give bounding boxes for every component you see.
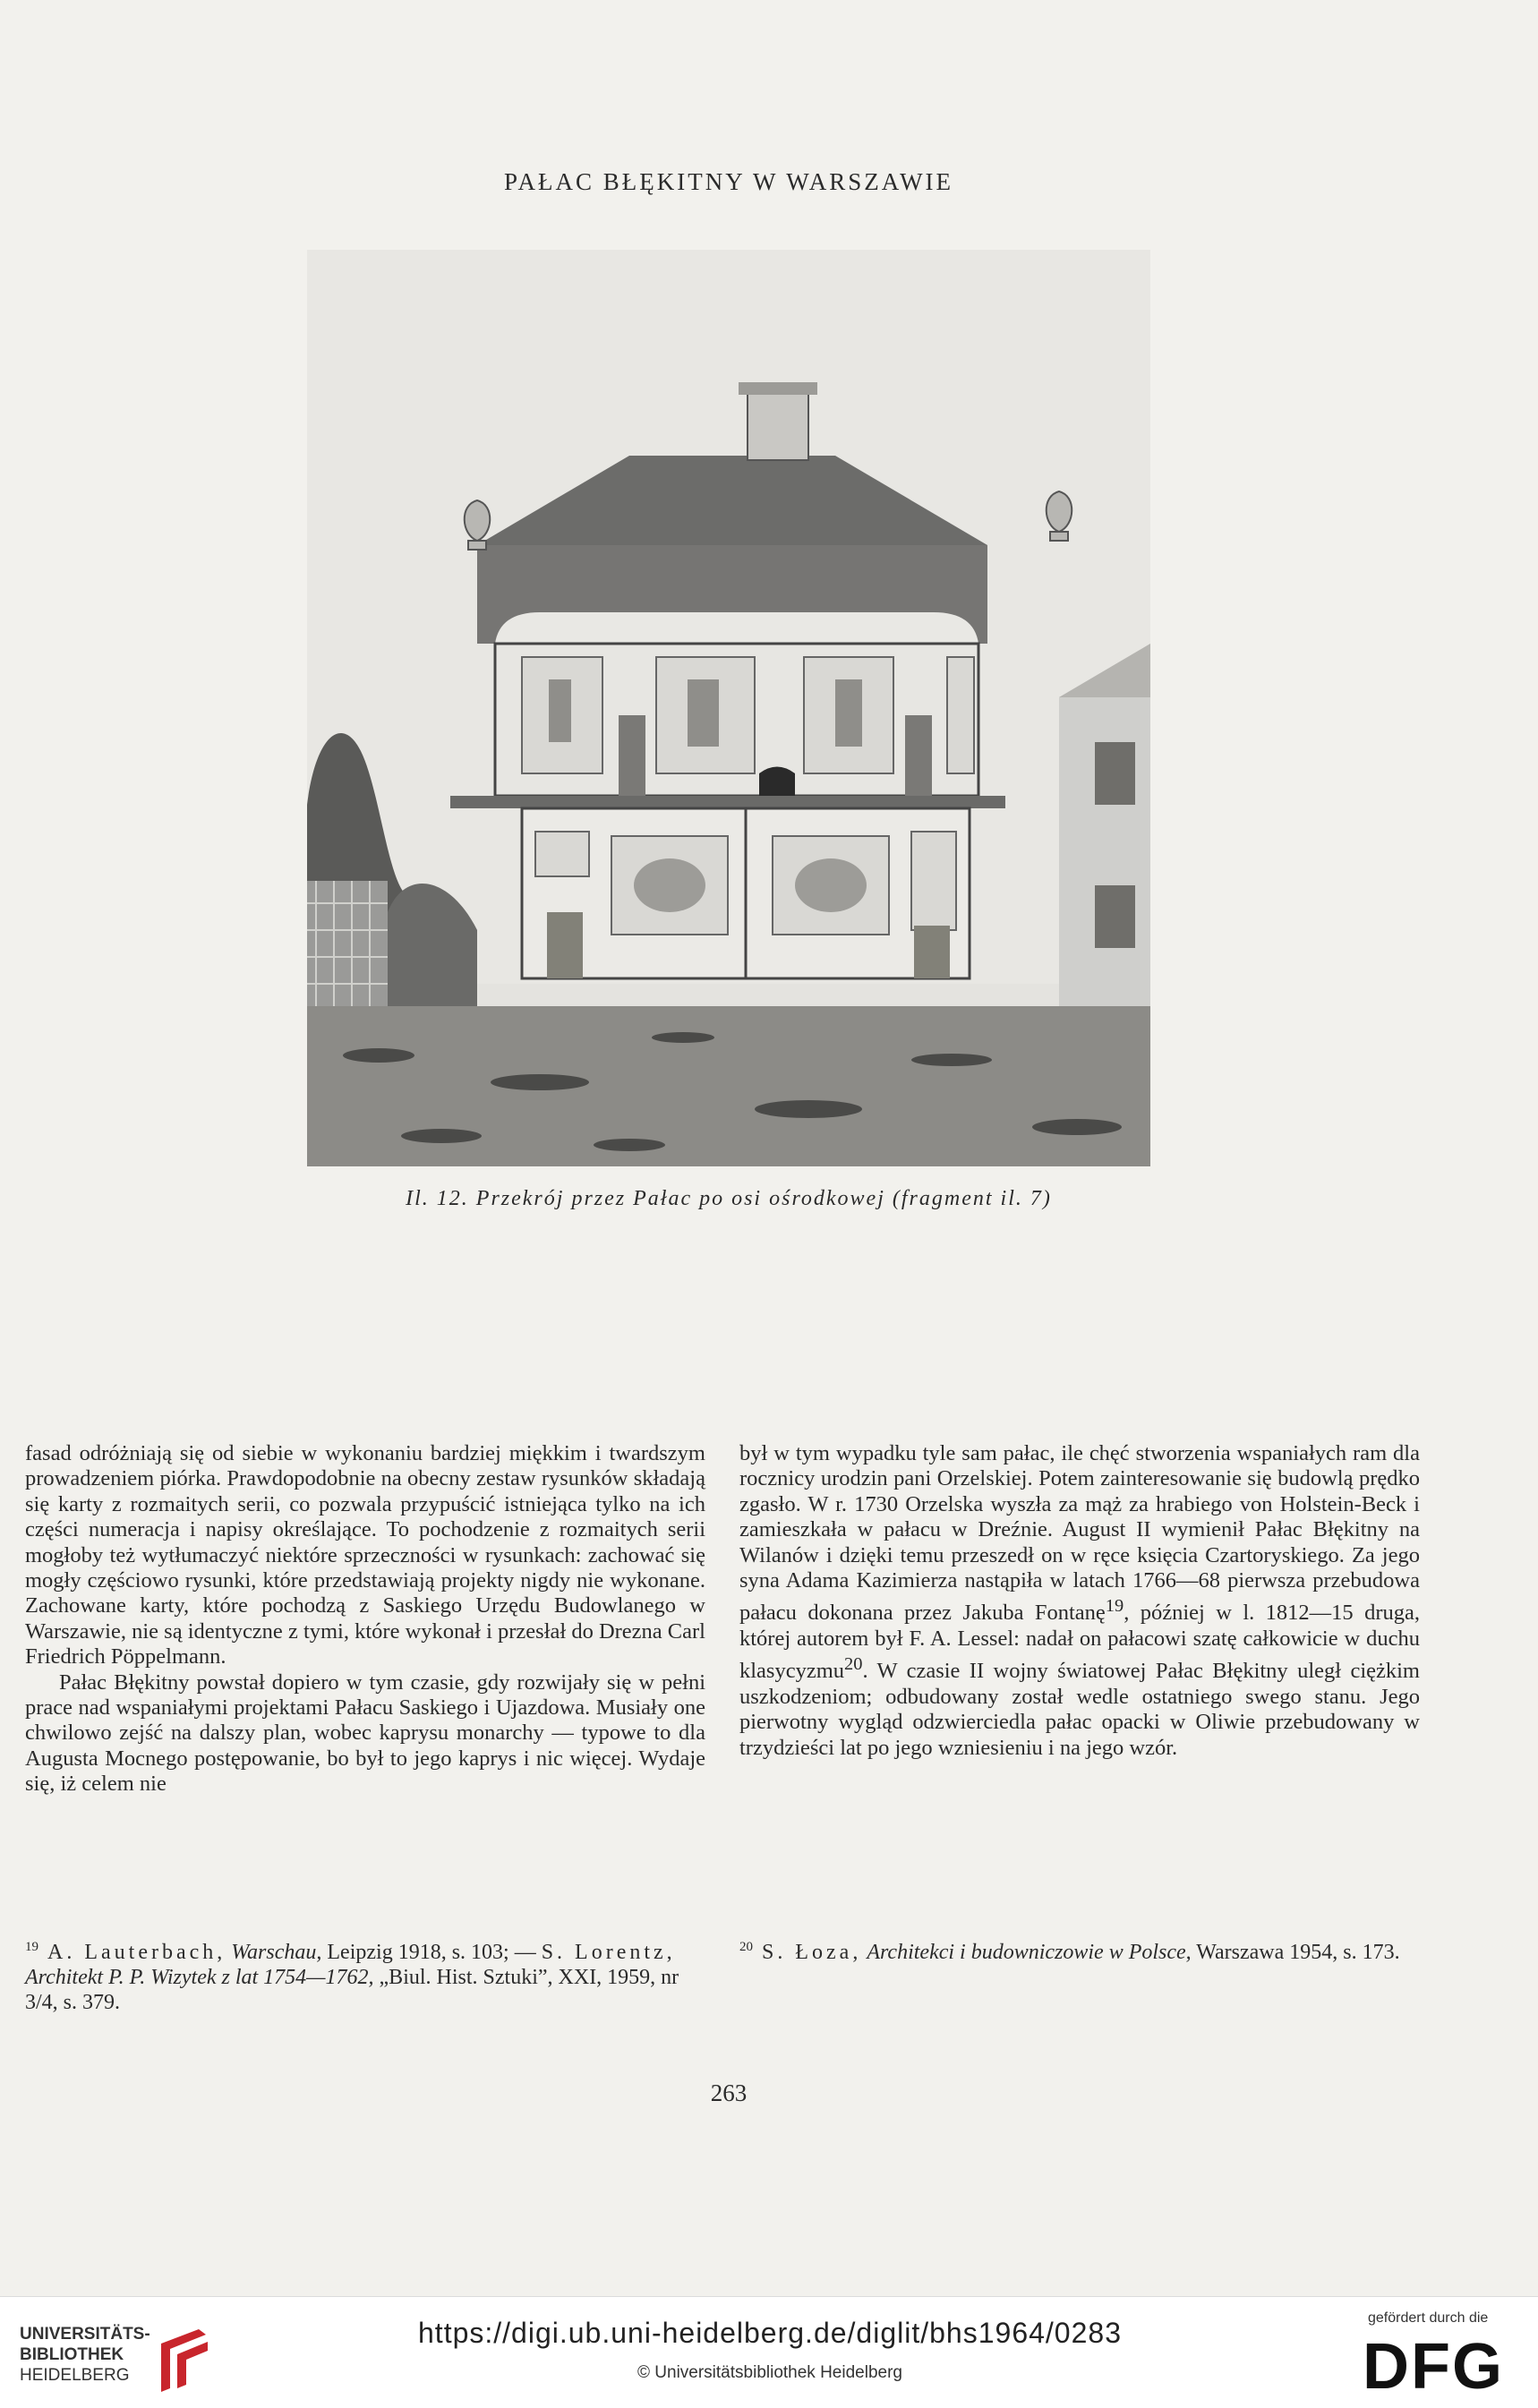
palace-section-illustration	[307, 250, 1150, 1166]
footnote-title: Architekt P. P. Wizytek z lat 1754—1762,	[25, 1966, 374, 1989]
footnote-author: S. Lorentz,	[541, 1941, 676, 1964]
library-name-line: HEIDELBERG	[20, 2366, 130, 2385]
library-name-line: BIBLIOTHEK	[20, 2345, 124, 2364]
dfg-logo[interactable]: DFG	[1363, 2331, 1504, 2403]
footnote-text: Leipzig 1918, s. 103; —	[327, 1941, 536, 1964]
text-run: , później w l. 1812—15 druga, której autorem był F. A. Lessel: nadał on pałacowi szatę całkowicie w duchu klasycyzmu	[739, 1601, 1420, 1684]
footnote-number: 19	[25, 1940, 38, 1954]
footnote-20	[739, 1934, 1420, 1965]
funding-label: gefördert durch die	[1368, 2310, 1489, 2326]
text-column-left	[25, 1441, 705, 1797]
footnote-title: Warschau,	[231, 1941, 322, 1964]
footnote-ref: 20	[844, 1654, 863, 1675]
copyright-notice: © Universitätsbibliothek Heidelberg	[637, 2363, 902, 2382]
paragraph: fasad odróżniają się od siebie w wykonaniu bardziej miękkim i twardszym prowadzeniem piórka. Prawdopodobnie na obecny zestaw rysunków składają się karty z rozmaitych serii, co pozwala przypuścić istniejąca tylko na ich części numeracja i napisy określające. To pochodzenie z rozmaitych serii mogłoby też wytłumaczyć niektóre sprzeczności w rysunkach: zachować się mogły częściowo rysunki, które przedstawiają projekty nigdy nie wykonane. Zachowane karty, które pochodzą z Saskiego Urzędu Budowlanego w Warszawie, nie są identyczne z tymi, które wykonał i przesłał do Drezna Carl Friedrich Pöppelmann.	[25, 1441, 705, 1669]
page-title: PAŁAC BŁĘKITNY W WARSZAWIE	[503, 168, 954, 195]
footnote-text: „Biul. Hist. Sztuki”, XXI, 1959, nr 3/4, s. 379.	[25, 1966, 679, 2014]
paragraph: Pałac Błękitny powstał dopiero w tym czasie, gdy rozwijały się w pełni prace nad wspaniałymi projektami Pałacu Saskiego i Ujazdowa. Musiały one chwilowo zejść na dalszy plan, wobec kaprysu monarchy — typowe to dla Augusta Mocnego postępowanie, bo był to jego kaprys i nic więcej. Wydaje się, iż celem nie	[25, 1669, 705, 1797]
footnote-title: Architekci i budowniczowie w Polsce,	[867, 1941, 1192, 1964]
footnote-number: 20	[739, 1940, 753, 1954]
footnote-19	[25, 1934, 705, 2015]
text-run: był w tym wypadku tyle sam pałac, ile chęć stworzenia wspaniałych ram dla rocznicy urodzin pani Orzelskiej. Potem zainteresowanie się budowlą prędko zgasło. W r. 1730 Orzelska wyszła za mąż za hrabiego von Holstein-Beck i zamieszkała w pałacu w Dreźnie. August II wymienił Pałac Błękitny na Wilanów i dzięki temu przeszedł on w ręce księcia Czartoryskiego. Za jego syna Adama Kazimierza nastąpiła w latach 1766—68 pierwsza przebudowa pałacu dokonana przez Jakuba Fontanę	[739, 1441, 1420, 1626]
paragraph	[739, 1441, 1420, 1761]
footnote-author: A. Lauterbach,	[47, 1941, 226, 1964]
footnote-text: Warszawa 1954, s. 173.	[1196, 1941, 1400, 1964]
page-number: 263	[710, 2079, 748, 2106]
footer-bar	[0, 2296, 1538, 2408]
figure-caption: Il. 12. Przekrój przez Pałac po osi ośrodkowej (fragment il. 7)	[406, 1187, 1052, 1210]
footnote-ref: 19	[1105, 1596, 1124, 1617]
text-run: . W czasie II wojny światowej Pałac Błękitny uległ ciężkim uszkodzeniom; odbudowany został wedle ostatniego swego stanu. Jego pierwotny wygląd odzwierciedla pałac opacki w Oliwie przebudowany w trzydzieści lat po jego wzniesieniu i na jego wzór.	[739, 1659, 1420, 1760]
footnote-author: S. Łoza,	[762, 1941, 862, 1964]
document-url-link[interactable]: https://digi.ub.uni-heidelberg.de/diglit/bhs1964/0283	[418, 2317, 1122, 2349]
university-library-logo[interactable]	[20, 2324, 217, 2395]
text-column-right	[739, 1441, 1420, 1761]
library-name-line: UNIVERSITÄTS-	[20, 2325, 150, 2344]
library-mark-icon	[154, 2326, 217, 2395]
